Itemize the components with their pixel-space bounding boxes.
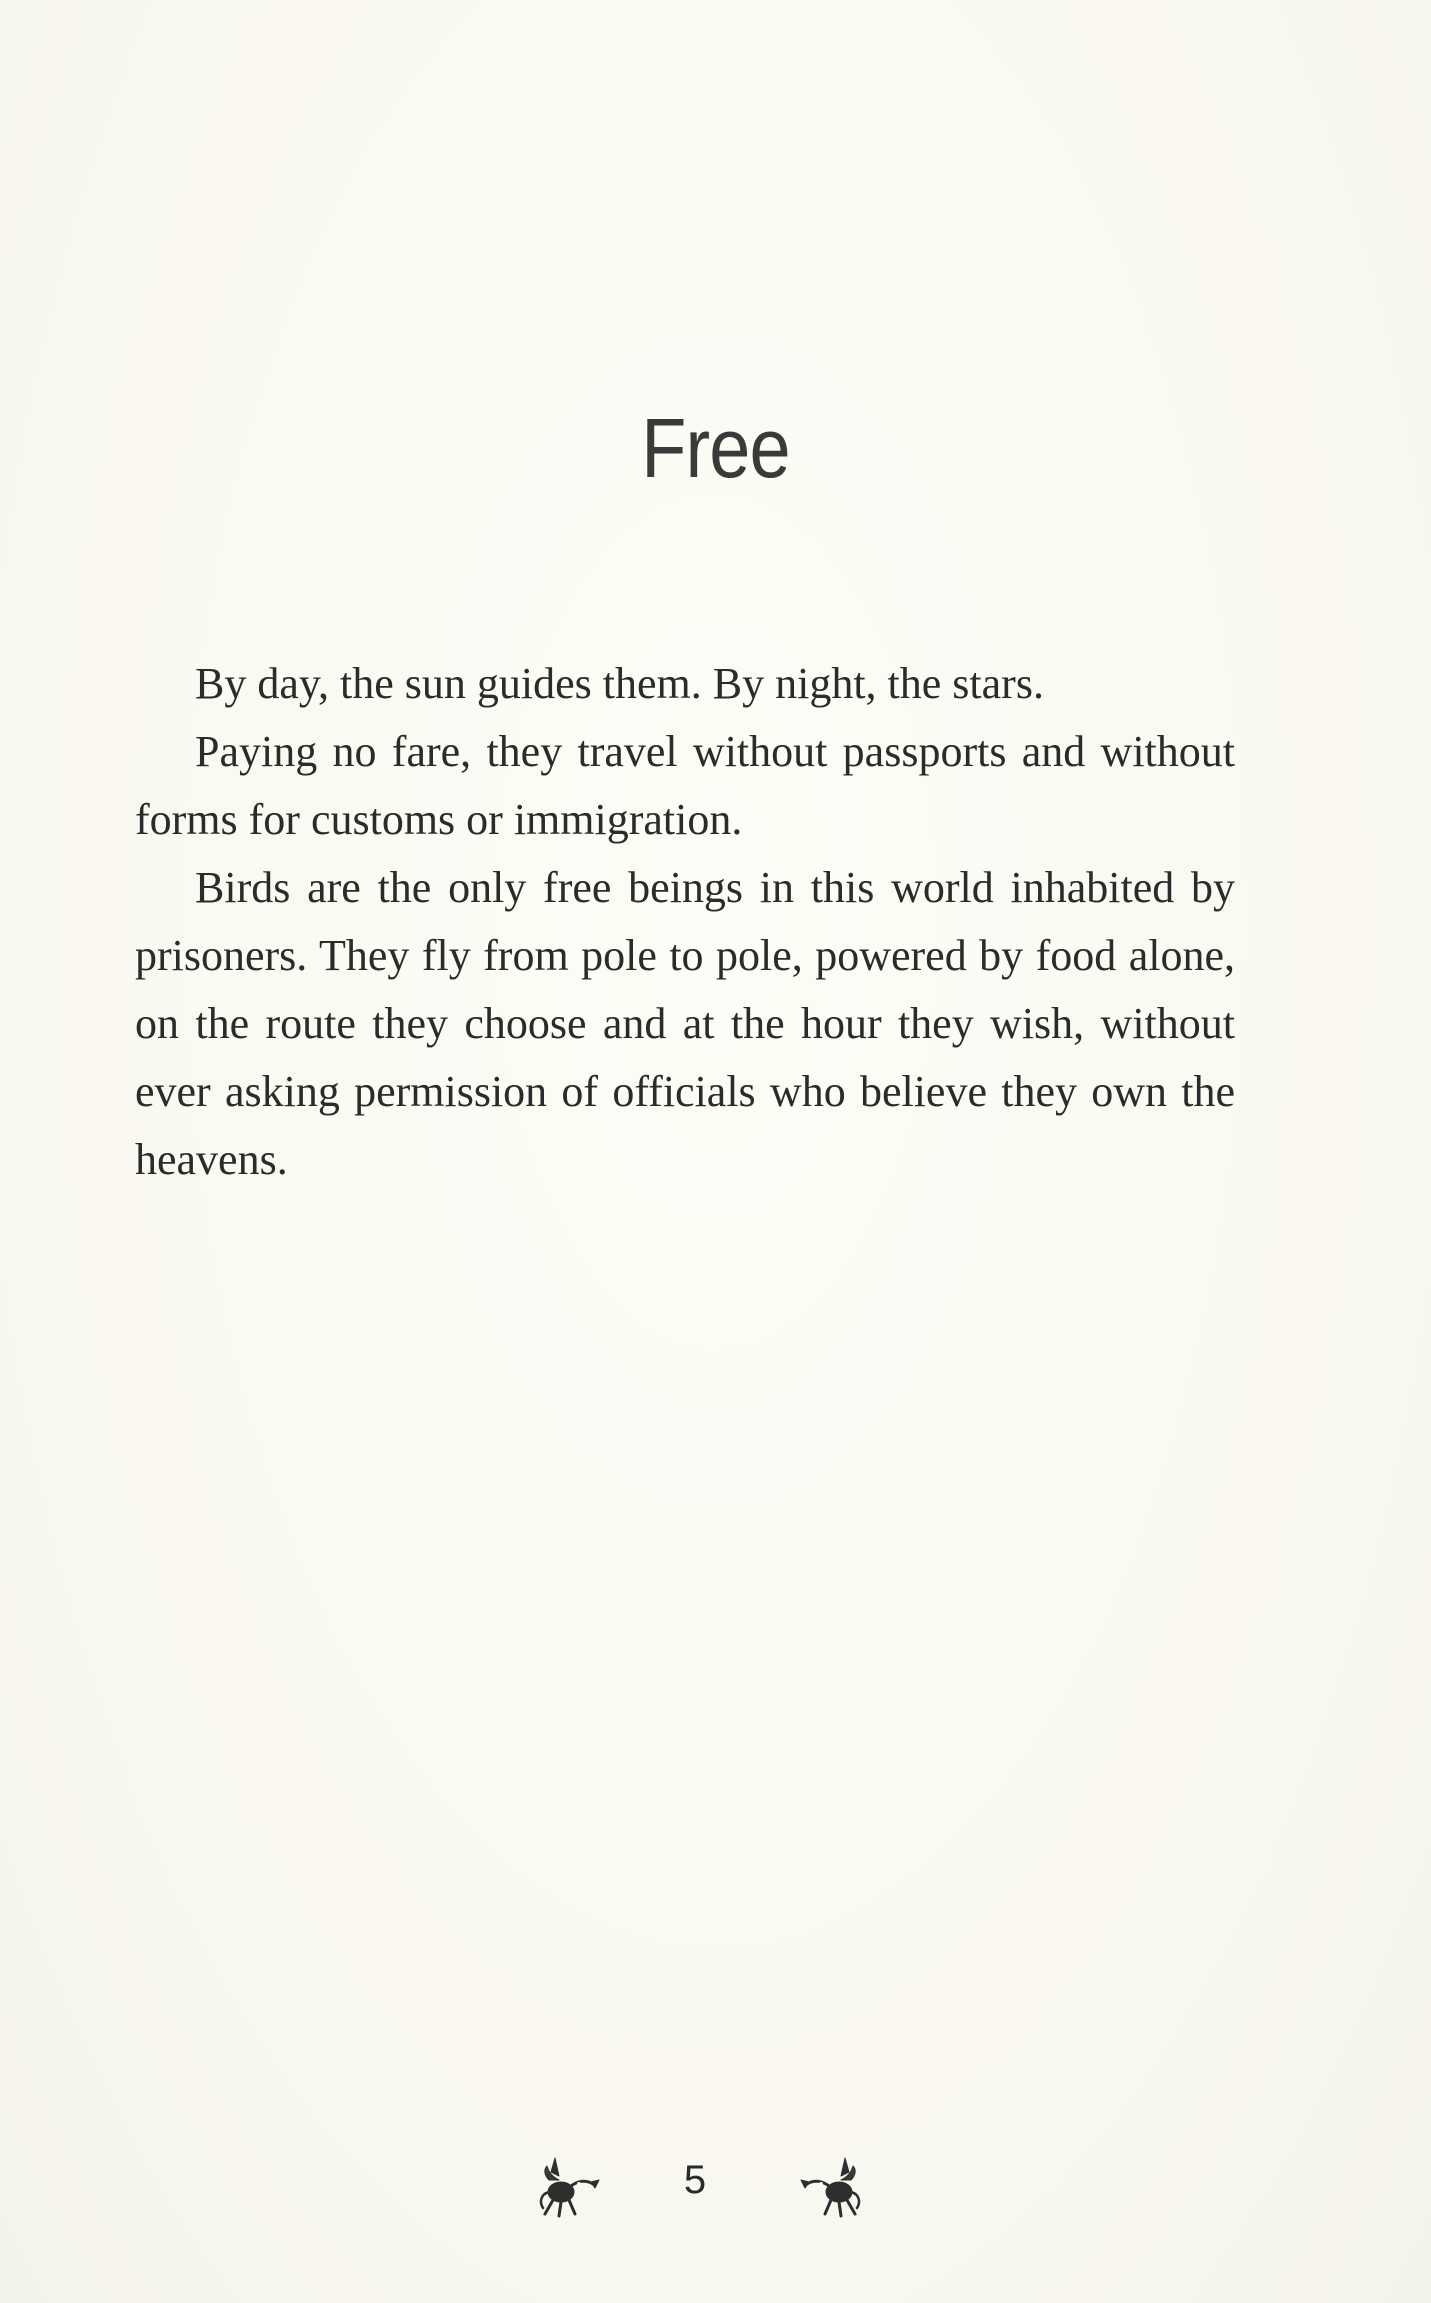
page-number: 5	[683, 2158, 707, 2202]
winged-dragon-ornament-icon	[795, 2150, 865, 2222]
chapter-title: Free	[641, 401, 790, 495]
paragraph: Paying no fare, they travel without passports and without forms for customs or immigration.	[135, 727, 1235, 844]
winged-dragon-ornament-icon	[535, 2150, 605, 2222]
chapter-body	[135, 650, 1235, 1194]
page-footer	[0, 2150, 1431, 2230]
paragraph: Birds are the only free beings in this world inhabited by prisoners. They fly from pole to pole, powered by food alone, on the route they choose and at the hour they wish, without ever asking permission of officials who believe they own the heavens.	[135, 863, 1235, 1184]
paragraph: By day, the sun guides them. By night, the stars.	[195, 659, 1044, 708]
